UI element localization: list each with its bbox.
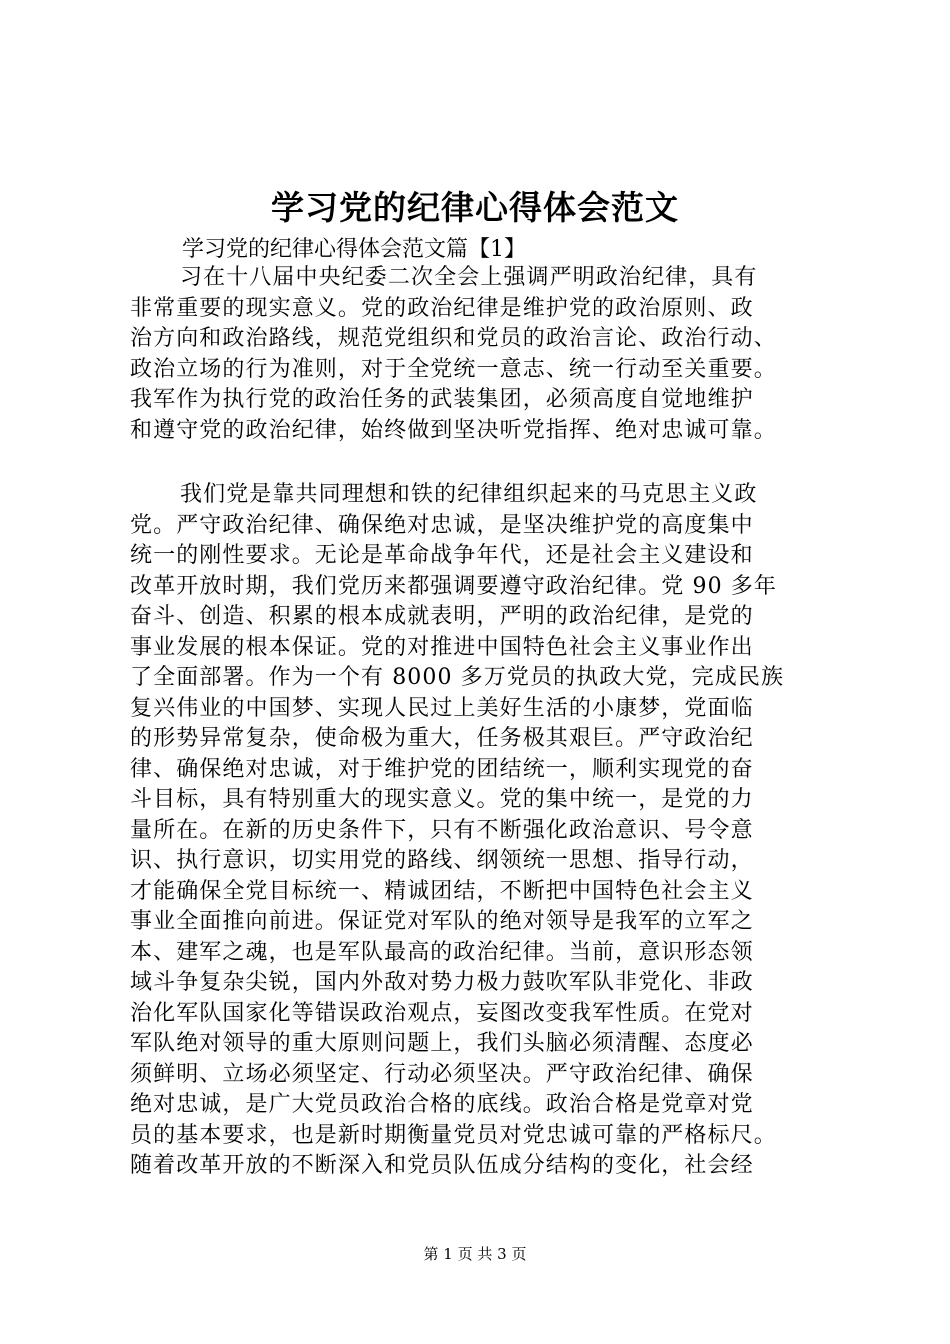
paragraph-line: 事业全面推向前进。保证党对军队的绝对领导是我军的立军之 xyxy=(130,909,754,934)
paragraph-line: 绝对忠诚，是广大党员政治合格的底线。政治合格是党章对党 xyxy=(130,1092,754,1117)
paragraph-line: 改革开放时期，我们党历来都强调要遵守政治纪律。党 90 多年 xyxy=(130,573,777,599)
paragraph-line: 斗目标，具有特别重大的现实意义。党的集中统一，是党的力 xyxy=(130,787,754,812)
paragraph-line: 复兴伟业的中国梦、实现人民过上美好生活的小康梦，党面临 xyxy=(130,695,754,721)
document-title: 学习党的纪律心得体会范文 xyxy=(271,188,679,227)
paragraph-line: 的形势异常复杂，使命极为重大，任务极其艰巨。严守政治纪 xyxy=(130,726,754,751)
paragraph-line: 非常重要的现实意义。党的政治纪律是维护党的政治原则、政 xyxy=(130,295,754,321)
paragraph-line: 律、确保绝对忠诚，对于维护党的团结统一，顺利实现党的奋 xyxy=(130,756,754,782)
paragraph-line: 员的基本要求，也是新时期衡量党员对党忠诚可靠的严格标尺。 xyxy=(130,1122,777,1148)
paragraph-line: 习在十八届中央纪委二次全会上强调严明政治纪律，具有 xyxy=(180,265,758,290)
paragraph-line: 我们党是靠共同理想和铁的纪律组织起来的马克思主义政 xyxy=(180,482,758,507)
paragraph-2 xyxy=(130,480,850,1182)
paragraph-1 xyxy=(130,263,850,446)
paragraph-line: 量所在。在新的历史条件下，只有不断强化政治意识、号令意 xyxy=(130,817,754,843)
paragraph-line: 了全面部署。作为一个有 8000 多万党员的执政大党，完成民族 xyxy=(130,665,785,690)
paragraph-line: 治化军队国家化等错误政治观点，妄图改变我军性质。在党对 xyxy=(130,1000,754,1026)
paragraph-line: 党。严守政治纪律、确保绝对忠诚，是坚决维护党的高度集中 xyxy=(130,512,754,538)
paragraph-line: 随着改革开放的不断深入和党员队伍成分结构的变化，社会经 xyxy=(130,1153,754,1178)
paragraph-line: 和遵守党的政治纪律，始终做到坚决听党指挥、绝对忠诚可靠。 xyxy=(130,417,777,443)
paragraph-line: 识、执行意识，切实用党的路线、纲领统一思想、指导行动， xyxy=(130,848,754,873)
section-heading: 学习党的纪律心得体会范文篇【1】 xyxy=(182,237,526,262)
paragraph-line: 我军作为执行党的政治任务的武装集团，必须高度自觉地维护 xyxy=(130,387,754,412)
paragraph-line: 事业发展的根本保证。党的对推进中国特色社会主义事业作出 xyxy=(130,634,754,660)
paragraph-line: 须鲜明、立场必须坚定、行动必须坚决。严守政治纪律、确保 xyxy=(130,1061,754,1087)
paragraph-line: 政治立场的行为准则，对于全党统一意志、统一行动至关重要。 xyxy=(130,356,777,382)
paragraph-line: 奋斗、创造、积累的根本成就表明，严明的政治纪律，是党的 xyxy=(130,604,754,629)
page-number-footer: 第 1 页 共 3 页 xyxy=(423,1245,527,1263)
paragraph-line: 治方向和政治路线，规范党组织和党员的政治言论、政治行动、 xyxy=(130,326,777,351)
paragraph-line: 本、建军之魂，也是军队最高的政治纪律。当前，意识形态领 xyxy=(130,939,754,965)
paragraph-line: 才能确保全党目标统一、精诚团结，不断把中国特色社会主义 xyxy=(130,878,754,904)
paragraph-line: 统一的刚性要求。无论是革命战争年代，还是社会主义建设和 xyxy=(130,543,754,568)
paragraph-line: 军队绝对领导的重大原则问题上，我们头脑必须清醒、态度必 xyxy=(130,1031,754,1056)
paragraph-line: 域斗争复杂尖锐，国内外敌对势力极力鼓吹军队非党化、非政 xyxy=(130,970,754,995)
